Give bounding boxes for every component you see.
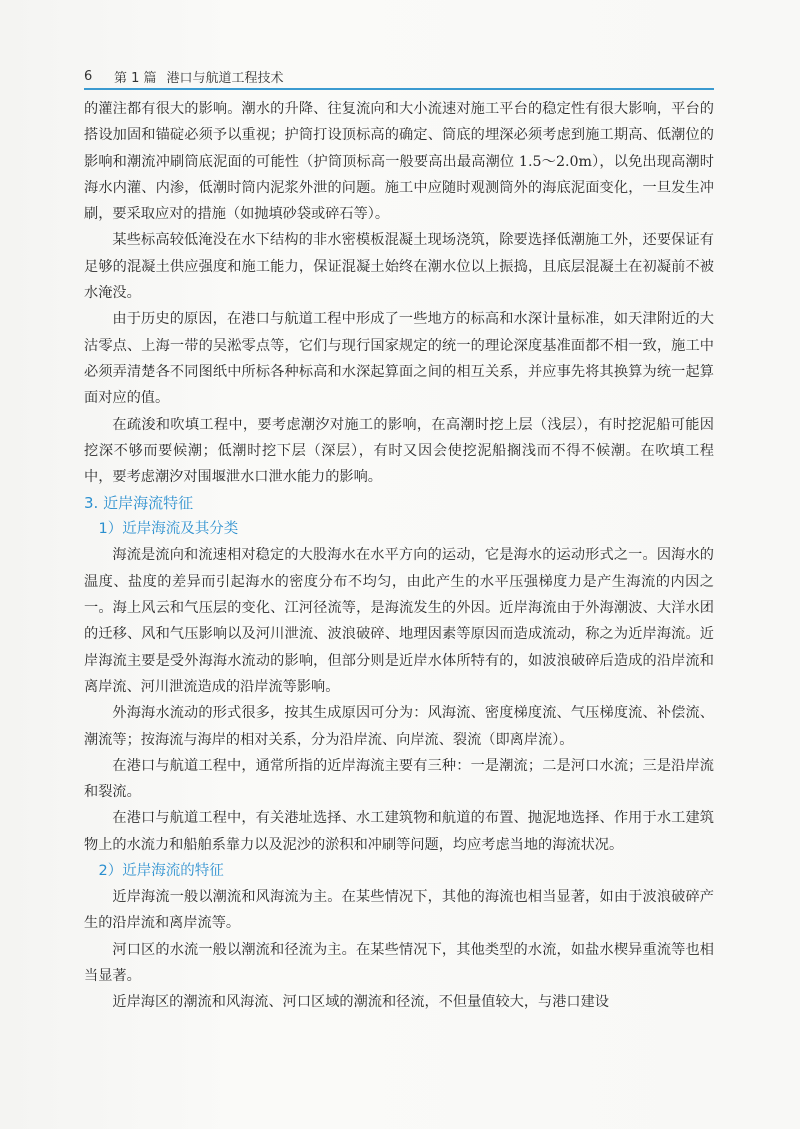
paragraph: 在疏浚和吹填工程中，要考虑潮汐对施工的影响，在高潮时挖上层（浅层），有时挖泥船可能因挖深不够而要候潮；低潮时挖下层（深层），有时又因会使挖泥船搁浅而不得不候潮。在吹填工程中，要考虑潮汐对围堰泄水口泄水能力的影响。 [84, 416, 714, 486]
part-label: 第 1 篇 [114, 70, 157, 86]
subsection-heading: 1）近岸海流及其分类 [98, 521, 239, 538]
paragraph: 由于历史的原因，在港口与航道工程中形成了一些地方的标高和水深计量标准，如天津附近的大沽零点、上海一带的吴淞零点等，它们与现行国家规定的统一的理论深度基准面都不相一致，施工中必须弄清楚各不同图纸中所标各种标高和水深起算面之间的相互关系，并应事先将其换算为统一起算面对应的值。 [84, 311, 714, 407]
paragraph: 某些标高较低淹没在水下结构的非水密模板混凝土现场浇筑，除要选择低潮施工外，还要保证有足够的混凝土供应强度和施工能力，保证混凝土始终在潮水位以上振捣，且底层混凝土在初凝前不被水淹没。 [84, 232, 714, 302]
header-rule [84, 88, 714, 90]
paragraph: 的灌注都有很大的影响。潮水的升降、往复流向和大小流速对施工平台的稳定性有很大影响，平台的搭设加固和锚碇必须予以重视；护筒打设顶标高的确定、筒底的埋深必须考虑到施工期高、低潮位的影响和潮流冲刷筒底泥面的可能性（护筒顶标高一般要高出最高潮位 1.5～2.0m），以免出现高潮时海水内灌、内渗，低潮时筒内泥浆外泄的问题。施工中应随时观测筒外的海底泥面变化，一旦发生冲刷，要采取应对的措施（如抛填砂袋或碎石等）。 [84, 101, 714, 223]
chapter-title: 港口与航道工程技术 [166, 70, 284, 86]
paragraph: 近岸海区的潮流和风海流、河口区域的潮流和径流，不但量值较大，与港口建设 [112, 994, 609, 1011]
subsection-heading: 2）近岸海流的特征 [98, 863, 224, 880]
paragraph: 近岸海流一般以潮流和风海流为主。在某些情况下，其他的海流也相当显著，如由于波浪破碎产生的沿岸流和离岸流等。 [84, 889, 714, 932]
paragraph: 海流是流向和流速相对稳定的大股海水在水平方向的运动，它是海水的运动形式之一。因海水的温度、盐度的差异而引起海水的密度分布不均匀，由此产生的水平压强梯度力是产生海流的内因之一。海上风云和气压层的变化、江河径流等，是海流发生的外因。近岸海流由于外海潮波、大洋水团的迁移、风和气压影响以及河川泄流、波浪破碎、地理因素等原因而造成流动，称之为近岸海流。近岸海流主要是受外海海水流动的影响，但部分则是近岸水体所特有的，如波浪破碎后造成的沿岸流和离岸流、河川泄流造成的沿岸流等影响。 [84, 547, 714, 695]
paragraph: 在港口与航道工程中，有关港址选择、水工建筑物和航道的布置、抛泥地选择、作用于水工建筑物上的水流力和船舶系靠力以及泥沙的淤积和冲刷等问题，均应考虑当地的海流状况。 [84, 810, 714, 853]
running-header [84, 64, 714, 88]
paragraph: 在港口与航道工程中，通常所指的近岸海流主要有三种：一是潮流；二是河口水流；三是沿岸流和裂流。 [84, 757, 714, 801]
body-text [84, 96, 714, 1016]
paragraph: 外海海水流动的形式很多，按其生成原因可分为：风海流、密度梯度流、气压梯度流、补偿流、潮流等；按海流与海岸的相对关系，分为沿岸流、向岸流、裂流（即离岸流）。 [84, 705, 714, 748]
section-heading: 3. 近岸海流特征 [84, 494, 194, 513]
paragraph: 河口区的水流一般以潮流和径流为主。在某些情况下，其他类型的水流，如盐水楔异重流等也相当显著。 [84, 941, 714, 984]
page-number: 6 [84, 68, 93, 84]
